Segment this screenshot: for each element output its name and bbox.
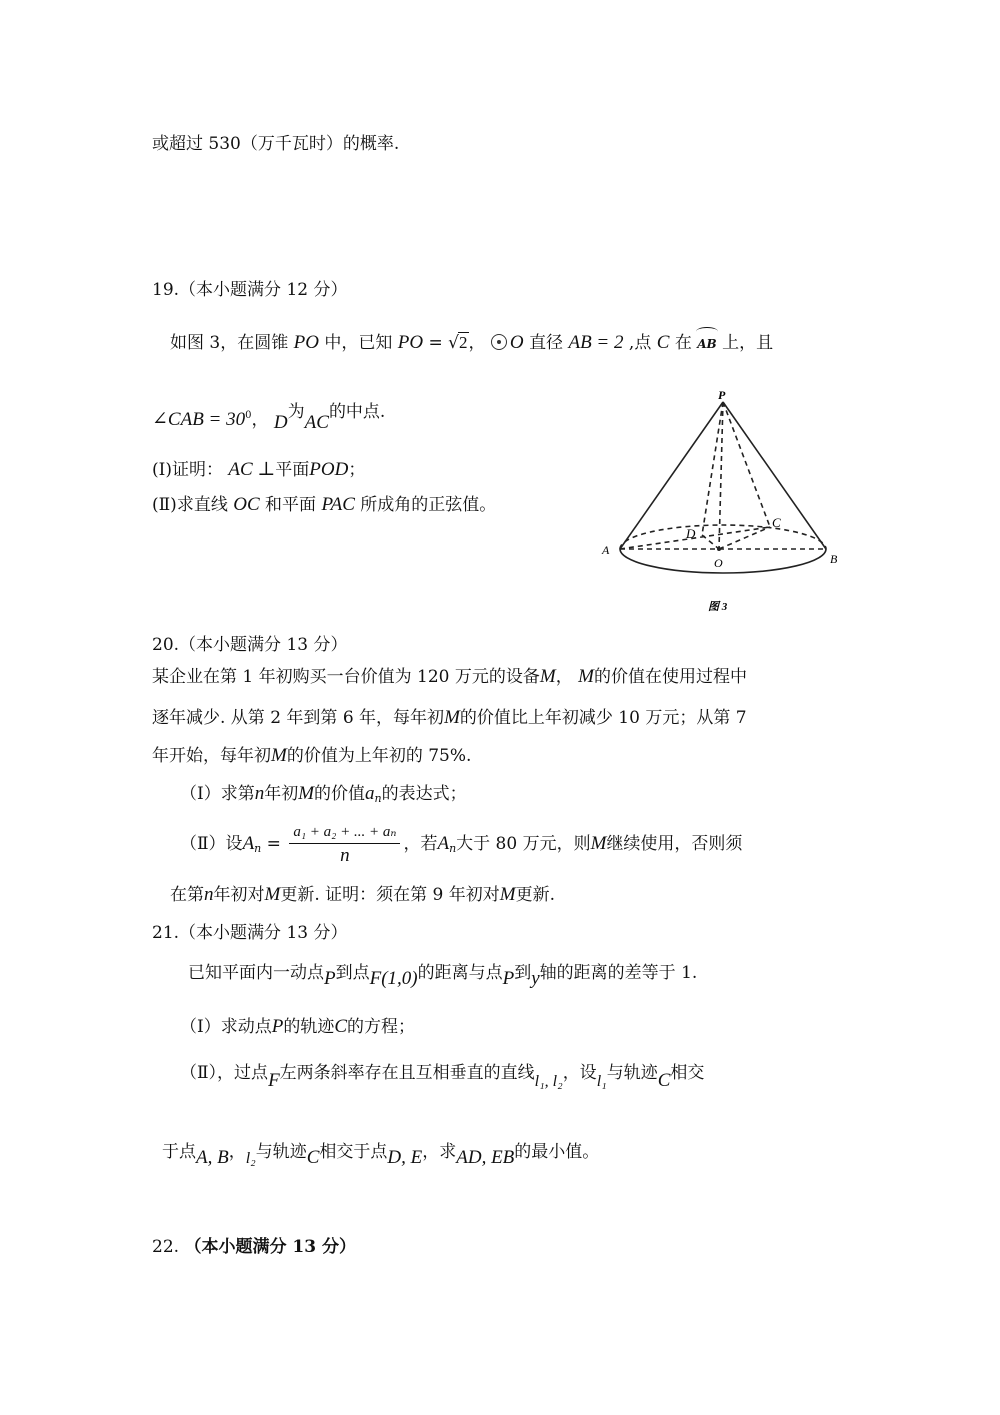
q20-M4: M xyxy=(271,745,287,766)
q19-part1 xyxy=(152,458,365,482)
q21-C3: C xyxy=(306,1147,320,1168)
q20-part1 xyxy=(180,782,467,811)
angle-degree: 0 xyxy=(245,410,252,421)
part2-mid: 和平面 xyxy=(265,495,317,515)
q21-l2: l₂ xyxy=(245,1150,256,1167)
part1-expr: AC ⊥ xyxy=(228,459,276,480)
q20-p1a: （Ⅰ）求第 xyxy=(180,784,255,804)
q21-AB: A, B xyxy=(196,1147,229,1168)
q21-DE: D, E xyxy=(387,1147,423,1168)
q22-header xyxy=(152,1235,356,1259)
sqrt-value: 2 xyxy=(459,333,468,352)
q20-An2: A xyxy=(437,833,450,854)
q19-wei: 为 xyxy=(287,402,305,422)
q20-part2-cont xyxy=(170,883,555,907)
q20-p2d: 继续使用，否则须 xyxy=(606,834,743,854)
top-line: 或超过 530（万千瓦时）的概率. xyxy=(152,134,400,154)
q20-p2a: （Ⅱ）设 xyxy=(180,834,243,854)
figure-caption: 图 3 xyxy=(708,601,728,613)
frac-denominator: n xyxy=(340,845,350,866)
q21-p3c: 与轨迹 xyxy=(255,1142,307,1162)
q20-M8: M xyxy=(499,884,516,905)
q20-l1c: 的价值在使用过程中 xyxy=(593,667,747,687)
q21-p1a: （Ⅰ）求动点 xyxy=(180,1017,272,1037)
q19-header: 19.（本小题满分 12 分） xyxy=(152,280,348,300)
q20-M3: M xyxy=(444,707,460,728)
part2-label: (Ⅱ)求直线 xyxy=(152,495,228,515)
q21-l1a: 已知平面内一动点 xyxy=(188,963,324,983)
q19-AB-eq: AB = 2 xyxy=(568,332,624,353)
arc-AB: AB xyxy=(697,332,716,356)
q21-F: F xyxy=(268,1070,280,1091)
q21-part1 xyxy=(180,1015,415,1039)
frac-numerator: a₁ + a₂ + ... + aₙ xyxy=(289,823,400,844)
q19-text-d: ,点 xyxy=(623,333,652,353)
label-P: P xyxy=(718,388,726,402)
part2-end: 所成角的正弦值。 xyxy=(360,495,497,515)
q20-fraction xyxy=(289,823,400,866)
q20-eq: = xyxy=(261,834,287,854)
q19-line2 xyxy=(152,404,385,432)
label-B: B xyxy=(830,552,838,566)
q20-l3a: 年开始，每年初 xyxy=(152,746,271,766)
q19-comma2: ， xyxy=(251,410,269,430)
part1-end: ； xyxy=(348,460,366,480)
q20-p1b: 年初 xyxy=(264,784,299,804)
base-front-arc xyxy=(620,549,826,573)
label-A: A xyxy=(602,543,610,557)
q19-text-c: 直径 xyxy=(529,333,564,353)
part1-POD: POD xyxy=(309,459,349,480)
segment-OC xyxy=(719,527,770,549)
q20-p1c: 的价值 xyxy=(314,784,366,804)
q21-P1: P xyxy=(324,968,336,989)
part1-label: (Ⅰ)证明： xyxy=(152,460,223,480)
q19-line1 xyxy=(170,331,773,356)
q20-An-sub: n xyxy=(254,842,262,855)
q21-p2d: 与轨迹 xyxy=(606,1063,658,1083)
q20-An: A xyxy=(242,833,255,854)
q19-PO-eq: PO xyxy=(397,332,424,353)
q20-line2 xyxy=(152,706,747,730)
base-back-arc xyxy=(620,525,826,549)
q20-l3b: 的价值为上年初的 75%. xyxy=(286,746,472,766)
circle-dot-icon xyxy=(491,334,507,350)
q19-C: C xyxy=(656,332,670,353)
q21-l1b: 到点 xyxy=(335,963,370,983)
label-D: D xyxy=(686,526,696,541)
q19-AC: AC xyxy=(304,412,329,433)
q20-p3a: 在第 xyxy=(170,885,204,905)
q20-l2a: 逐年减少. 从第 2 年到第 6 年，每年初 xyxy=(152,708,445,728)
q21-l1: l₁ xyxy=(596,1073,607,1090)
q20-An2-sub: n xyxy=(449,842,457,855)
q21-p2a: （Ⅱ），过点 xyxy=(180,1063,269,1083)
q20-p3c: 更新. 证明：须在第 9 年初对 xyxy=(280,885,500,905)
q21-p2e: 相交 xyxy=(670,1063,705,1083)
q21-part2-cont xyxy=(162,1140,600,1168)
part1-text: 平面 xyxy=(275,460,310,480)
q20-line3 xyxy=(152,744,471,768)
q20-M1: M xyxy=(539,666,556,687)
q21-p3f: 的最小值。 xyxy=(514,1142,600,1162)
q20-an: a xyxy=(365,783,375,804)
part2-OC: OC xyxy=(233,494,260,515)
q21-header: 21.（本小题满分 13 分） xyxy=(152,923,348,943)
q20-line1 xyxy=(152,665,747,689)
q21-l1l2: l₁, l₂ xyxy=(534,1073,563,1090)
segment-OD xyxy=(702,535,719,549)
q20-p2b: ，若 xyxy=(403,834,438,854)
q19-text-f: 上，且 xyxy=(722,333,774,353)
q21-l1e: 轴的距离的差等于 1. xyxy=(539,963,698,983)
q21-p1b: 的轨迹 xyxy=(283,1017,335,1037)
segment-PC xyxy=(723,402,770,527)
q20-M5: M xyxy=(298,783,315,804)
segment-PD xyxy=(702,402,723,535)
q20-p3d: 更新. xyxy=(515,885,555,905)
q21-l1c: 的距离与点 xyxy=(417,963,503,983)
edge-PA xyxy=(620,402,723,549)
q20-l1a: 某企业在第 1 年初购买一台价值为 120 万元的设备 xyxy=(152,667,540,687)
q19-PO: PO xyxy=(293,332,319,353)
q19-eq-sign: = xyxy=(423,333,449,353)
q19-text-a: 如图 3，在圆锥 xyxy=(170,333,289,353)
q21-l1d: 到 xyxy=(514,963,532,983)
q20-header: 20.（本小题满分 13 分） xyxy=(152,635,348,655)
q19-part2 xyxy=(152,493,496,517)
label-O: O xyxy=(714,556,723,570)
q21-line1 xyxy=(188,961,698,989)
q21-p3b: ， xyxy=(228,1142,246,1162)
q21-C2: C xyxy=(657,1070,671,1091)
q21-ADEB: AD, EB xyxy=(456,1147,515,1168)
q21-F10: F(1,0) xyxy=(369,968,418,989)
q21-P3: P xyxy=(271,1016,284,1037)
q21-part2 xyxy=(180,1061,705,1091)
q20-M7: M xyxy=(264,884,281,905)
q19-comma1: ， xyxy=(468,333,486,353)
q21-p3d: 相交于点 xyxy=(319,1142,388,1162)
q21-p3a: 于点 xyxy=(162,1142,196,1162)
q20-n1: n xyxy=(254,783,265,804)
point-O xyxy=(717,547,721,551)
angle-expr: ∠CAB = 30 xyxy=(152,409,246,430)
q21-y: y xyxy=(531,968,540,989)
q21-P2: P xyxy=(502,968,515,989)
part2-PAC: PAC xyxy=(321,494,355,515)
q19-midpoint: 的中点. xyxy=(328,402,386,422)
q21-p3e: ，求 xyxy=(422,1142,457,1162)
q20-n2: n xyxy=(204,884,214,905)
q19-text-b: 中，已知 xyxy=(324,333,393,353)
q20-l2b: 的价值比上年初减少 10 万元；从第 7 xyxy=(459,708,747,728)
q20-p2c: 大于 80 万元，则 xyxy=(456,834,591,854)
q21-C1: C xyxy=(334,1016,348,1037)
sqrt-symbol: √ xyxy=(448,333,460,353)
q20-part2 xyxy=(180,822,742,871)
q19-D: D xyxy=(273,412,288,433)
q20-an-sub: n xyxy=(374,792,382,805)
q21-p1c: 的方程； xyxy=(347,1017,416,1037)
label-C: C xyxy=(772,515,781,530)
q22-num: 22. xyxy=(152,1237,185,1257)
q22-text: （本小题满分 13 分） xyxy=(184,1237,356,1257)
q20-M6: M xyxy=(590,833,607,854)
q20-M2: M xyxy=(578,666,594,687)
q20-l1b: ， xyxy=(555,667,573,687)
cone-figure xyxy=(594,386,844,616)
q19-text-e: 在 xyxy=(674,333,692,353)
q20-p3b: 年初对 xyxy=(213,885,265,905)
q21-p2b: 左两条斜率存在且互相垂直的直线 xyxy=(279,1063,535,1083)
circle-label: O xyxy=(509,332,524,353)
q21-p2c: ，设 xyxy=(562,1063,597,1083)
q20-p1d: 的表达式； xyxy=(381,784,467,804)
